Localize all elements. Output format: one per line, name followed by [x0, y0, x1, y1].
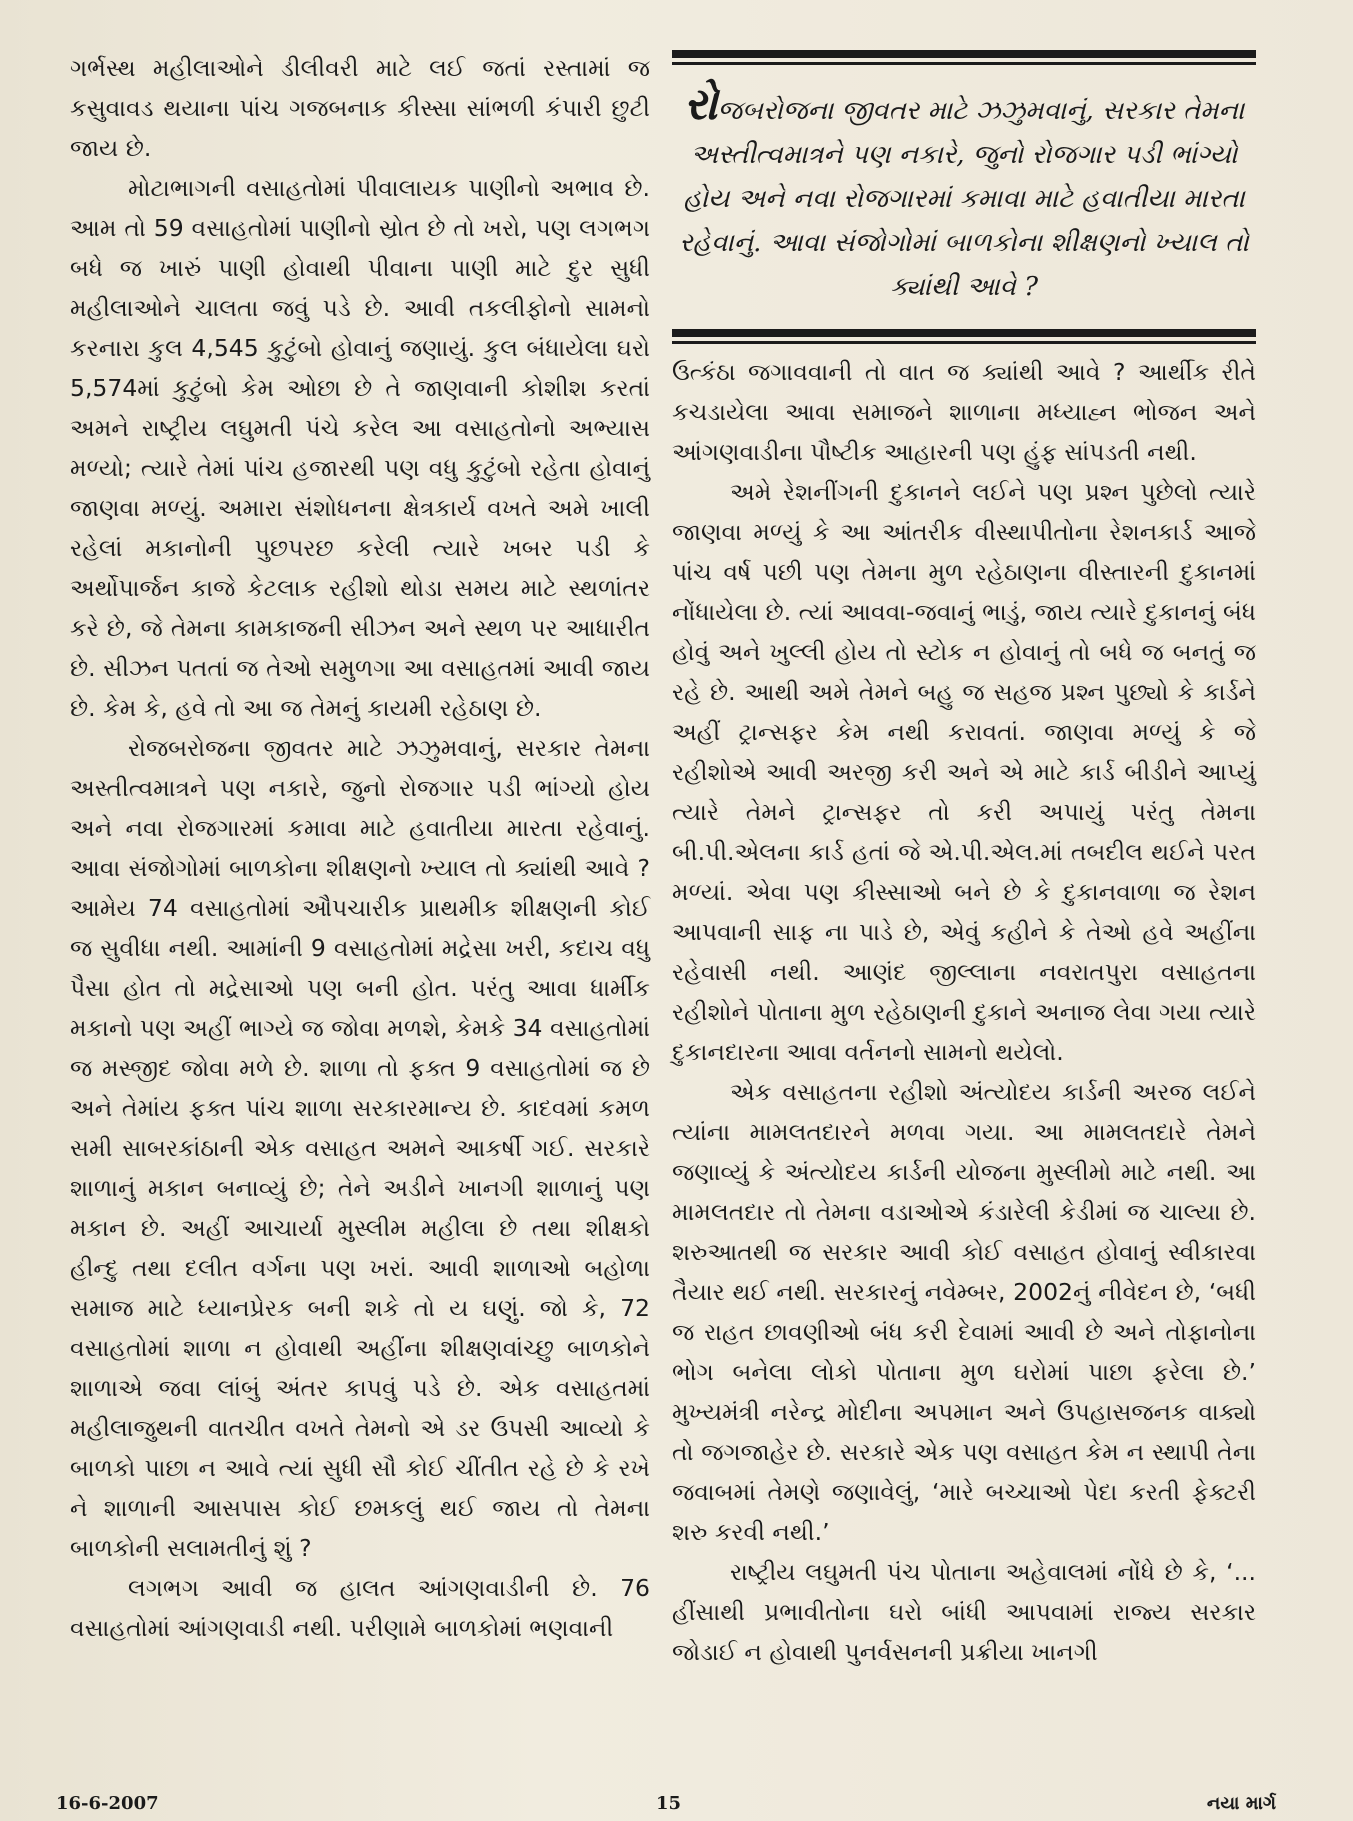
page-footer [56, 1793, 1276, 1817]
paragraph: લગભગ આવી જ હાલત આંગણવાડીની છે. 76 વસાહતોમાં આંગણવાડી નથી. પરીણામે બાળકોમાં ભણવાની [70, 1574, 650, 1642]
right-column [672, 50, 1256, 1672]
paragraph: અમે રેશનીંગની દુકાનને લઈને પણ પ્રશ્ન પુછેલો ત્યારે જાણવા મળ્યું કે આ આંતરીક વીસ્થાપીતોના રેશનકાર્ડ આજે પાંચ વર્ષ પછી પણ તેમના મુળ રહેઠાણના વીસ્તારની દુકાનમાં નોંધાયેલા છે. ત્યાં આવવા-જવાનું ભાડું, જાય ત્યારે દુકાનનું બંધ હોવું અને ખુલ્લી હોય તો સ્ટોક ન હોવાનું તો બધે જ બનતું જ રહે છે. આથી અમે તેમને બહુ જ સહજ પ્રશ્ન પુછ્યો કે કાર્ડને અહીં ટ્રાન્સફર કેમ નથી કરાવતાં. જાણવા મળ્યું કે જે રહીશોએ આવી અરજી કરી અને એ માટે કાર્ડ બીડીને આપ્યું ત્યારે તેમને ટ્રાન્સફર તો કરી અપાયું પરંતુ તેમના બી.પી.એલના કાર્ડ હતાં જે એ.પી.એલ.માં તબદીલ થઈને પરત મળ્યાં. એવા પણ કીસ્સાઓ બને છે કે દુકાનવાળા જ રેશન આપવાની સાફ ના પાડે છે, એવું કહીને કે તેઓ હવે અહીંના રહેવાસી નથી. આણંદ જીલ્લાના નવરાતપુરા વસાહતના રહીશોને પોતાના મુળ રહેઠાણની દુકાને અનાજ લેવા ગયા ત્યારે દુકાનદારના આવા વર્તનનો સામનો થયેલો. [672, 478, 1256, 1066]
pull-quote-bottom-rule-thin [672, 341, 1256, 344]
paragraph: ઉત્કંઠા જગાવવાની તો વાત જ ક્યાંથી આવે ? આર્થીક રીતે કચડાયેલા આવા સમાજને શાળાના મધ્યાહ્ન ભોજન અને આંગણવાડીના પૌષ્ટીક આહારની પણ હુંફ સાંપડતી નથી. [672, 358, 1256, 466]
pull-quote-top-rule-thin [672, 62, 1256, 65]
paragraph: એક વસાહતના રહીશો અંત્યોદય કાર્ડની અરજ લઈને ત્યાંના મામલતદારને મળવા ગયા. આ મામલતદારે તેમને જણાવ્યું કે અંત્યોદય કાર્ડની યોજના મુસ્લીમો માટે નથી. આ મામલતદાર તો તેમના વડાઓએ કંડારેલી કેડીમાં જ ચાલ્યા છે. શરુઆતથી જ સરકાર આવી કોઈ વસાહત હોવાનું સ્વીકારવા તૈયાર થઈ નથી. સરકારનું નવેમ્બર, 2002નું નીવેદન છે, ‘બધી જ રાહત છાવણીઓ બંધ કરી દેવામાં આવી છે અને તોફાનોના ભોગ બનેલા લોકો પોતાના મુળ ઘરોમાં પાછા ફરેલા છે.’ મુખ્યમંત્રી નરેન્દ્ર મોદીના અપમાન અને ઉપહાસજનક વાક્યો તો જગજાહેર છે. સરકારે એક પણ વસાહત કેમ ન સ્થાપી તેના જવાબમાં તેમણે જણાવેલું, ‘મારે બચ્ચાઓ પેદા કરતી ફેક્ટરી શરુ કરવી નથી.’ [672, 1078, 1256, 1546]
footer-date: 16-6-2007 [56, 1793, 159, 1814]
pull-quote [672, 79, 1256, 309]
paragraph: રાષ્ટ્રીય લઘુમતી પંચ પોતાના અહેવાલમાં નોંધે છે કે, ‘... હીંસાથી પ્રભાવીતોના ઘરો બાંધી આપવામાં રાજ્ય સરકાર જોડાઈ ન હોવાથી પુનર્વસનની પ્રક્રીયા ખાનગી [672, 1558, 1256, 1666]
paragraph: ગર્ભસ્થ મહીલાઓને ડીલીવરી માટે લઈ જતાં રસ્તામાં જ કસુવાવડ થયાના પાંચ ગજબનાક કીસ્સા સાંભળી કંપારી છુટી જાય છે. [70, 54, 650, 162]
pull-quote-text: જબરોજના જીવતર માટે ઝઝુમવાનું, સરકાર તેમના અસ્તીત્વમાત્રને પણ નકારે, જુનો રોજગાર પડી ભાંગ્યો હોય અને નવા રોજગારમાં કમાવા માટે હવાતીયા મારતા રહેવાનું. આવા સંજોગોમાં બાળકોના શીક્ષણનો ખ્યાલ તો ક્યાંથી આવે ? [679, 96, 1249, 302]
paragraph: રોજબરોજના જીવતર માટે ઝઝુમવાનું, સરકાર તેમના અસ્તીત્વમાત્રને પણ નકારે, જુનો રોજગાર પડી ભાંગ્યો હોય અને નવા રોજગારમાં કમાવા માટે હવાતીયા મારતા રહેવાનું. આવા સંજોગોમાં બાળકોના શીક્ષણનો ખ્યાલ તો ક્યાંથી આવે ? આમેય 74 વસાહતોમાં ઔપચારીક પ્રાથમીક શીક્ષણની કોઈ જ સુવીધા નથી. આમાંની 9 વસાહતોમાં મદ્રેસા ખરી, કદાચ વધુ પૈસા હોત તો મદ્રેસાઓ પણ બની હોત. પરંતુ આવા ધાર્મીક મકાનો પણ અહીં ભાગ્યે જ જોવા મળશે, કેમકે 34 વસાહતોમાં જ મસ્જીદ જોવા મળે છે. શાળા તો ફક્ત 9 વસાહતોમાં જ છે અને તેમાંય ફક્ત પાંચ શાળા સરકારમાન્ય છે. કાદવમાં કમળ સમી સાબરકાંઠાની એક વસાહત અમને આકર્ષી ગઈ. સરકારે શાળાનું મકાન બનાવ્યું છે; તેને અડીને ખાનગી શાળાનું પણ મકાન છે. અહીં આચાર્યા મુસ્લીમ મહીલા છે તથા શીક્ષકો હીન્દુ તથા દલીત વર્ગના પણ ખરાં. આવી શાળાઓ બહોળા સમાજ માટે ધ્યાનપ્રેરક બની શકે તો ય ઘણું. જો કે, 72 વસાહતોમાં શાળા ન હોવાથી અહીંના શીક્ષણવાંચ્છુ બાળકોને શાળાએ જવા લાંબું અંતર કાપવું પડે છે. એક વસાહતમાં મહીલાજુથની વાતચીત વખતે તેમનો એ ડર ઉપસી આવ્યો કે બાળકો પાછા ન આવે ત્યાં સુધી સૌ કોઈ ચીંતીત રહે છે કે રખે ને શાળાની આસપાસ કોઈ છમકલું થઈ જાય તો તેમના બાળકોની સલામતીનું શું ? [70, 734, 650, 1562]
pull-quote-bottom-rule [672, 329, 1256, 337]
pull-quote-top-rule [672, 50, 1256, 58]
left-column [70, 48, 650, 1648]
pull-quote-dropcap: રો [683, 79, 718, 130]
magazine-name: નયા માર્ગ [1206, 1793, 1276, 1814]
page-number: 15 [656, 1793, 682, 1814]
paragraph: મોટાભાગની વસાહતોમાં પીવાલાયક પાણીનો અભાવ છે. આમ તો 59 વસાહતોમાં પાણીનો સ્રોત છે તો ખરો, પણ લગભગ બધે જ ખારું પાણી હોવાથી પીવાના પાણી માટે દુર સુધી મહીલાઓને ચાલતા જવું પડે છે. આવી તકલીફોનો સામનો કરનારા કુલ 4,545 કુટુંબો હોવાનું જણાયું. કુલ બંધાયેલા ઘરો 5,574માં કુટુંબો કેમ ઓછા છે તે જાણવાની કોશીશ કરતાં અમને રાષ્ટ્રીય લઘુમતી પંચે કરેલ આ વસાહતોનો અભ્યાસ મળ્યો; ત્યારે તેમાં પાંચ હજારથી પણ વધુ કુટુંબો રહેતા હોવાનું જાણવા મળ્યું. અમારા સંશોધનના ક્ષેત્રકાર્ય વખતે અમે ખાલી રહેલાં મકાનોની પુછપરછ કરેલી ત્યારે ખબર પડી કે અર્થોપાર્જન કાજે કેટલાક રહીશો થોડા સમય માટે સ્થળાંતર કરે છે, જે તેમના કામકાજની સીઝન અને સ્થળ પર આધારીત છે. સીઝન પતતાં જ તેઓ સમુળગા આ વસાહતમાં આવી જાય છે. કેમ કે, હવે તો આ જ તેમનું કાયમી રહેઠાણ છે. [70, 174, 650, 722]
